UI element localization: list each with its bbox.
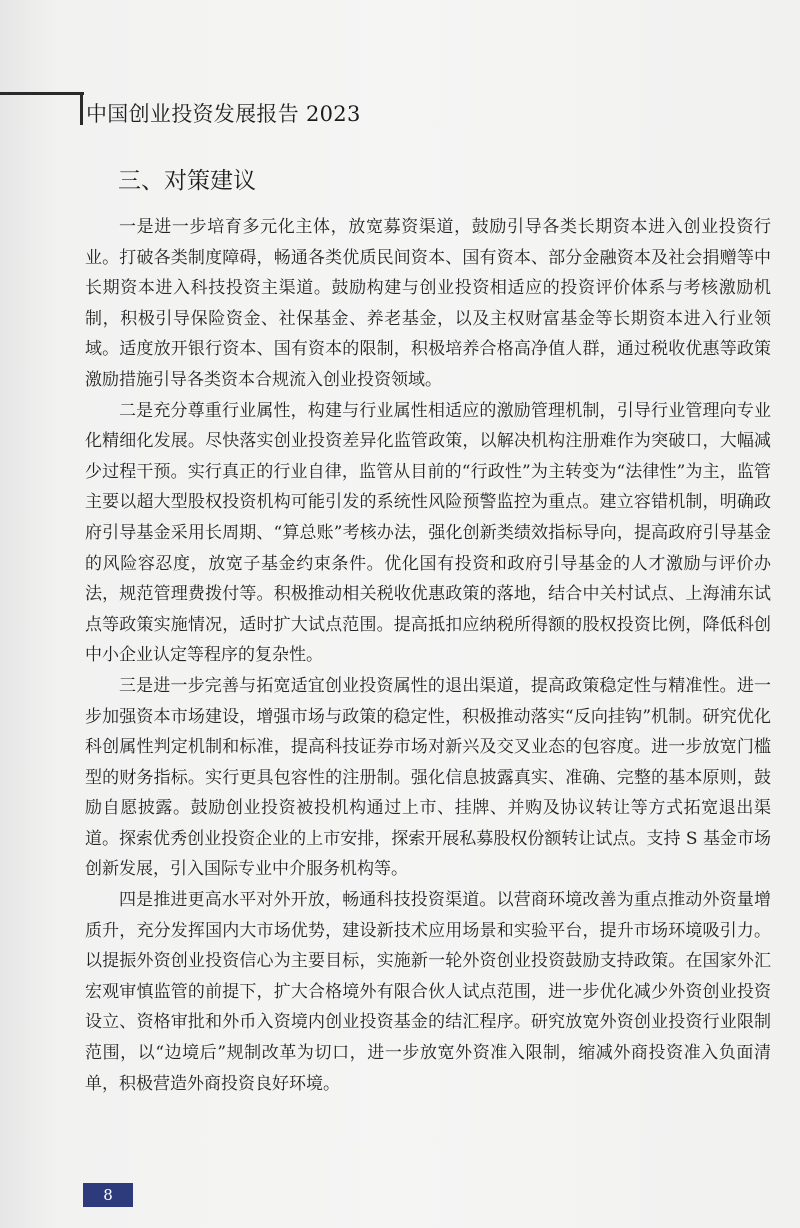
body-text [85, 212, 771, 1099]
paragraph-3: 三是进一步完善与拓宽适宜创业投资属性的退出渠道，提高政策稳定性与精准性。进一步加强资本市场建设，增强市场与政策的稳定性，积极推动落实“反向挂钩”机制。研究优化科创属性判定机制和标准，提高科技证券市场对新兴及交叉业态的包容度。进一步放宽门槛型的财务指标。实行更具包容性的注册制。强化信息披露真实、准确、完整的基本原则，鼓励自愿披露。鼓励创业投资被投机构通过上市、挂牌、并购及协议转让等方式拓宽退出渠道。探索优秀创业投资企业的上市安排，探索开展私募股权份额转让试点。支持 S 基金市场创新发展，引入国际专业中介服务机构等。 [85, 675, 771, 880]
header-rule [0, 92, 84, 95]
paragraph-2: 二是充分尊重行业属性，构建与行业属性相适应的激励管理机制，引导行业管理向专业化精细化发展。尽快落实创业投资差异化监管政策，以解决机构注册难作为突破口，大幅减少过程干预。实行真正的行业自律，监管从目前的“行政性”为主转变为“法律性”为主，监管主要以超大型股权投资机构可能引发的系统性风险预警监控为重点。建立容错机制，明确政府引导基金采用长周期、“算总账”考核办法，强化创新类绩效指标导向，提高政府引导基金的风险容忍度，放宽子基金约束条件。优化国有投资和政府引导基金的人才激励与评价办法，规范管理费拨付等。积极推动相关税收优惠政策的落地，结合中关村试点、上海浦东试点等政策实施情况，适时扩大试点范围。提高抵扣应纳税所得额的股权投资比例，降低科创中小企业认定等程序的复杂性。 [85, 400, 771, 666]
section-heading: 三、对策建议 [118, 168, 256, 194]
running-header-title: 中国创业投资发展报告 2023 [86, 102, 361, 126]
paragraph-4: 四是推进更高水平对外开放，畅通科技投资渠道。以营商环境改善为重点推动外资量增质升，充分发挥国内大市场优势，建设新技术应用场景和实验平台，提升市场环境吸引力。以提振外资创业投资信心为主要目标，实施新一轮外资创业投资鼓励支持政策。在国家外汇宏观审慎监管的前提下，扩大合格境外有限合伙人试点范围，进一步优化减少外资创业投资设立、资格审批和外币入资境内创业投资基金的结汇程序。研究放宽外资创业投资行业限制范围，以“边境后”规制改革为切口，进一步放宽外资准入限制，缩减外商投资准入负面清单，积极营造外商投资良好环境。 [85, 890, 771, 1094]
page-number: 8 [83, 1183, 133, 1207]
header-divider [80, 95, 83, 125]
paragraph-1: 一是进一步培育多元化主体，放宽募资渠道，鼓励引导各类长期资本进入创业投资行业。打破各类制度障碍，畅通各类优质民间资本、国有资本、部分金融资本及社会捐赠等中长期资本进入科技投资主渠道。鼓励构建与创业投资相适应的投资评价体系与考核激励机制，积极引导保险资金、社保基金、养老基金，以及主权财富基金等长期资本进入行业领域。适度放开银行资本、国有资本的限制，积极培养合格高净值人群，通过税收优惠等政策激励措施引导各类资本合规流入创业投资领域。 [85, 217, 771, 390]
